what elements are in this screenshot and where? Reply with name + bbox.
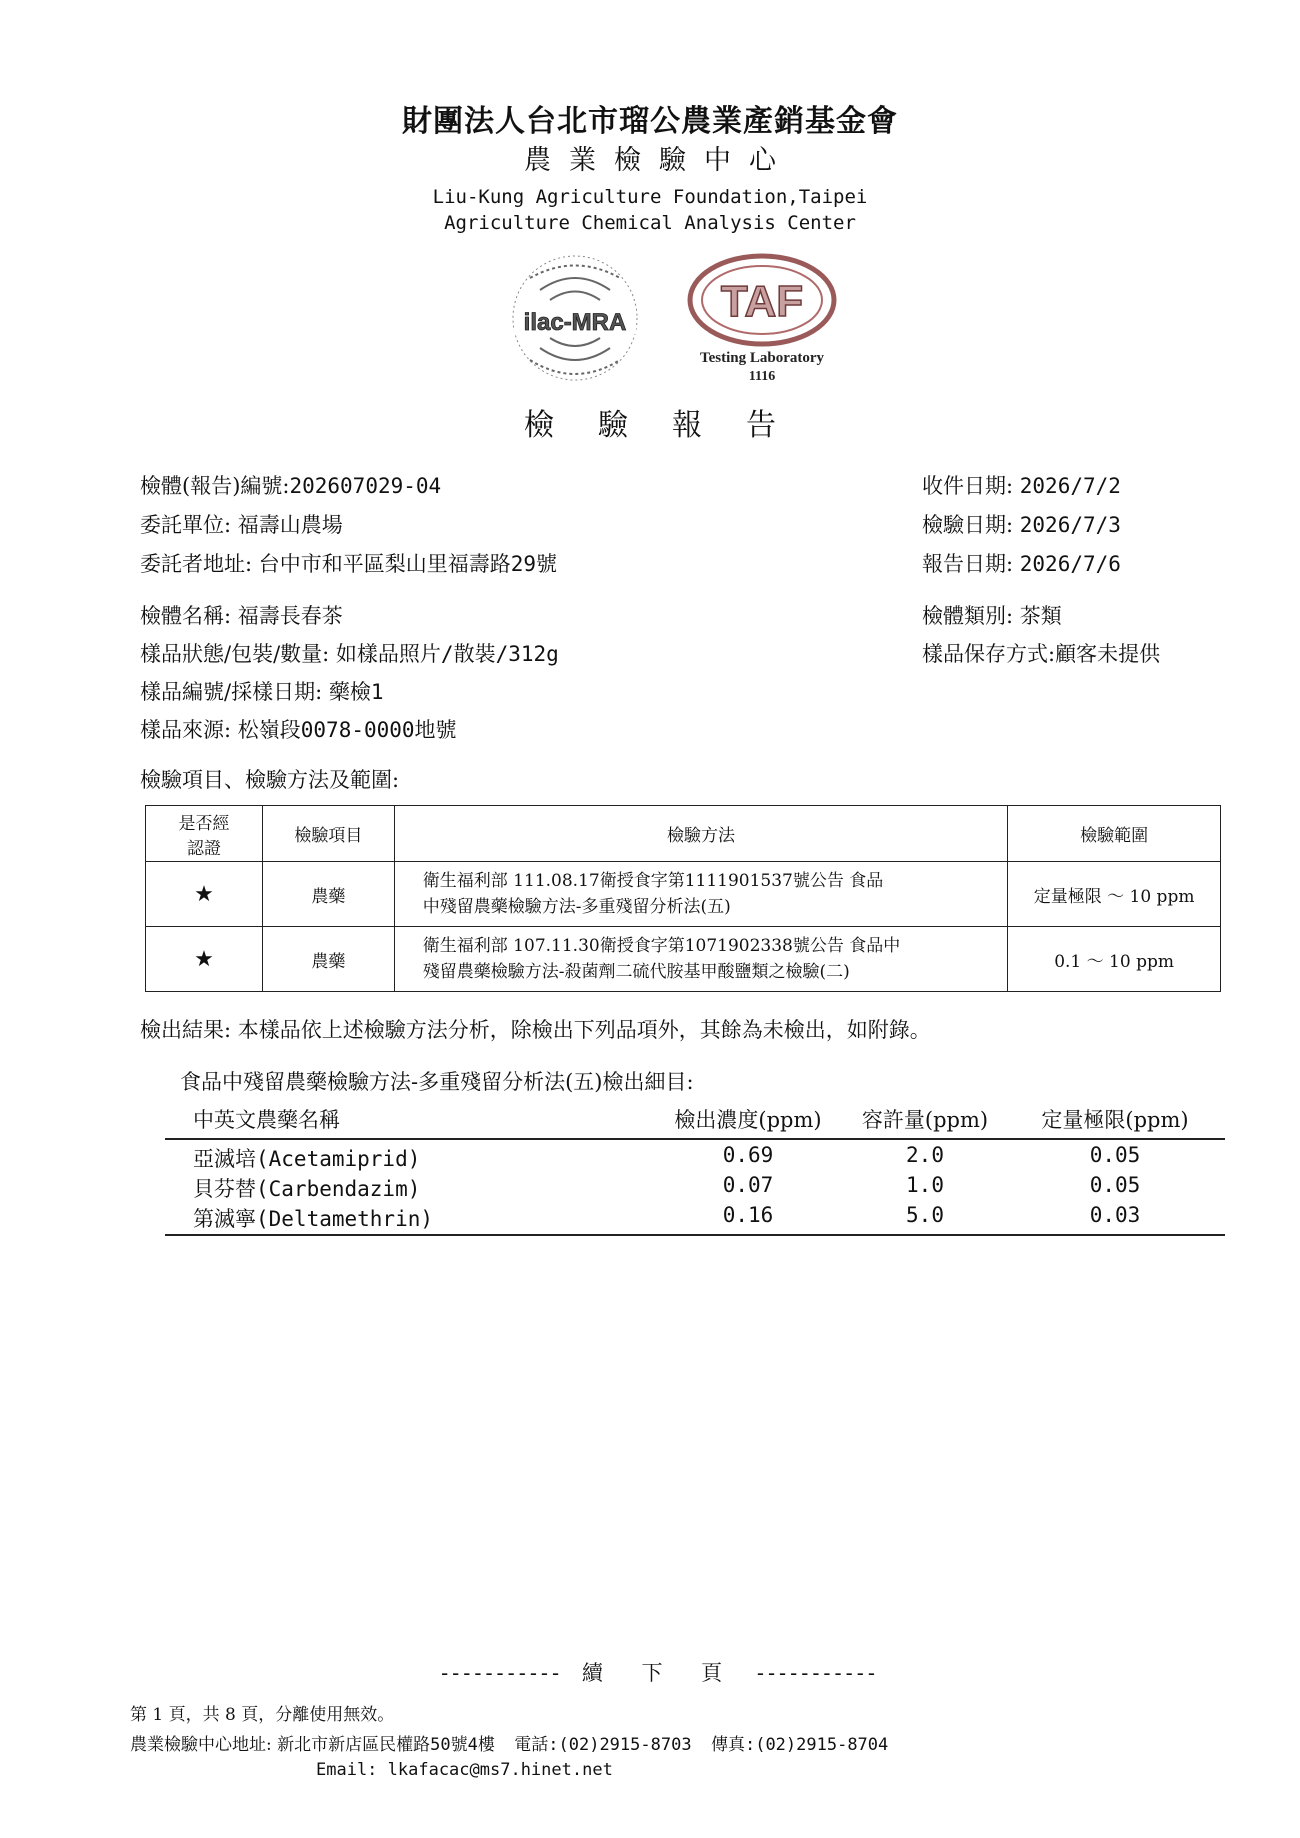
method-table-row [146, 862, 1221, 927]
sample-category: 茶類 [1019, 604, 1062, 628]
header-concentration: 檢出濃度(ppm) [674, 1108, 822, 1132]
results-bottom-rule [165, 1234, 1225, 1236]
client-address: 台中市和平區梨山里福壽路29號 [258, 552, 558, 576]
svg-text:ilac-MRA: ilac-MRA [523, 309, 627, 336]
concentration: 0.16 [722, 1203, 774, 1227]
organization-name: 財團法人台北市瑠公農業產銷基金會 [402, 104, 898, 139]
report-date: 2026/7/6 [1019, 552, 1121, 576]
sample-state-field: 樣品狀態/包裝/數量: 如樣品照片/散裝/312g [140, 642, 559, 666]
sample-number-field: 樣品編號/採樣日期: 藥檢1 [140, 680, 384, 704]
method-table-row [146, 927, 1221, 992]
phone: 電話:(02)2915-8703 [514, 1735, 692, 1755]
tolerance: 5.0 [906, 1203, 944, 1227]
test-range: 0.1 ～ 10 ppm [1008, 927, 1221, 992]
loq: 0.05 [1089, 1173, 1141, 1197]
header-loq: 定量極限(ppm) [1041, 1108, 1189, 1132]
header-tolerance: 容許量(ppm) [861, 1108, 989, 1132]
concentration: 0.07 [722, 1173, 774, 1197]
svg-text:Testing Laboratory: Testing Laboratory [699, 350, 825, 366]
center-address-line: 農業檢驗中心地址: 新北市新店區民權路50號4樓 電話:(02)2915-8703 傳真:(02)2915-8704 [130, 1735, 889, 1755]
sample-source-field: 樣品來源: 松嶺段0078-0000地號 [140, 718, 457, 742]
test-date-field: 檢驗日期: 2026/7/3 [922, 513, 1121, 537]
method-table-header [146, 806, 1221, 862]
client-address-field: 委託者地址: 台中市和平區梨山里福壽路29號 [140, 552, 558, 576]
concentration: 0.69 [722, 1143, 774, 1167]
result-statement: 檢出結果: 本樣品依上述檢驗方法分析，除檢出下列品項外，其餘為未檢出，如附錄。 [140, 1018, 931, 1042]
result-row [165, 1143, 1225, 1173]
tolerance: 2.0 [906, 1143, 944, 1167]
center-name-en: Agriculture Chemical Analysis Center [444, 212, 856, 234]
received-date-field: 收件日期: 2026/7/2 [922, 474, 1121, 498]
sample-number: 藥檢1 [328, 680, 384, 704]
accredited-star: ★ [146, 927, 263, 992]
continued-marker: ----------- 續 下 頁 ----------- [441, 1661, 879, 1685]
result-row [165, 1173, 1225, 1203]
test-range: 定量極限 ～ 10 ppm [1008, 862, 1221, 927]
results-header [165, 1098, 1225, 1140]
result-row [165, 1203, 1225, 1233]
client: 福壽山農場 [237, 513, 343, 537]
organization-name-en: Liu-Kung Agriculture Foundation,Taipei [432, 186, 868, 208]
test-item: 農藥 [262, 927, 394, 992]
test-method: 衛生福利部 111.08.17衛授食字第1111901537號公告 食品 中殘留農藥檢驗方法-多重殘留分析法(五) [394, 862, 1007, 927]
taf-logo [690, 256, 834, 384]
sample-source: 松嶺段0078-0000地號 [237, 718, 457, 742]
tolerance: 1.0 [906, 1173, 944, 1197]
pesticide-name: 亞滅培(Acetamiprid) [193, 1147, 421, 1171]
results-title: 食品中殘留農藥檢驗方法-多重殘留分析法(五)檢出細目: [180, 1070, 694, 1094]
received-date: 2026/7/2 [1019, 474, 1121, 498]
center-address: 新北市新店區民權路50號4樓 [277, 1735, 495, 1755]
report-number: 202607029-04 [289, 474, 442, 498]
center-name: 農業檢驗中心 [524, 145, 794, 176]
sample-name: 福壽長春茶 [237, 604, 343, 628]
email: Email: lkafacac@ms7.hinet.net [316, 1760, 613, 1780]
svg-text:1116: 1116 [748, 369, 776, 384]
page-info: 第 1 頁，共 8 頁，分離使用無效。 [130, 1705, 395, 1725]
method-table [145, 805, 1221, 992]
pesticide-name: 第滅寧(Deltamethrin) [193, 1207, 434, 1231]
header-range: 檢驗範圍 [1008, 806, 1221, 862]
fax: 傳真:(02)2915-8704 [710, 1735, 889, 1755]
sample-category-field: 檢體類別: 茶類 [922, 604, 1062, 628]
storage-method-field: 樣品保存方式:顧客未提供 [922, 642, 1161, 666]
header-pesticide-name: 中英文農藥名稱 [193, 1108, 340, 1132]
method-section-title: 檢驗項目、檢驗方法及範圍: [140, 768, 400, 792]
storage-method: 顧客未提供 [1055, 642, 1161, 666]
sample-name-field: 檢體名稱: 福壽長春茶 [140, 604, 343, 628]
header-accredited: 是否經認證 [146, 806, 263, 862]
test-method: 衛生福利部 107.11.30衛授食字第1071902338號公告 食品中 殘留農藥檢驗方法-殺菌劑二硫代胺基甲酸鹽類之檢驗(二) [394, 927, 1007, 992]
client-field: 委託單位: 福壽山農場 [140, 513, 343, 537]
loq: 0.05 [1089, 1143, 1141, 1167]
svg-text:TAF: TAF [720, 277, 804, 326]
pesticide-name: 貝芬替(Carbendazim) [193, 1177, 421, 1201]
loq: 0.03 [1089, 1203, 1141, 1227]
report-title: 檢驗報告 [524, 408, 820, 443]
report-date-field: 報告日期: 2026/7/6 [922, 552, 1121, 576]
header-method: 檢驗方法 [394, 806, 1007, 862]
test-date: 2026/7/3 [1019, 513, 1121, 537]
ilac-mra-logo [513, 256, 637, 380]
accredited-star: ★ [146, 862, 263, 927]
report-number-field: 檢體(報告)編號:202607029-04 [140, 474, 442, 498]
sample-state: 如樣品照片/散裝/312g [335, 642, 559, 666]
test-item: 農藥 [262, 862, 394, 927]
header-item: 檢驗項目 [262, 806, 394, 862]
accreditation-logos [500, 248, 850, 398]
